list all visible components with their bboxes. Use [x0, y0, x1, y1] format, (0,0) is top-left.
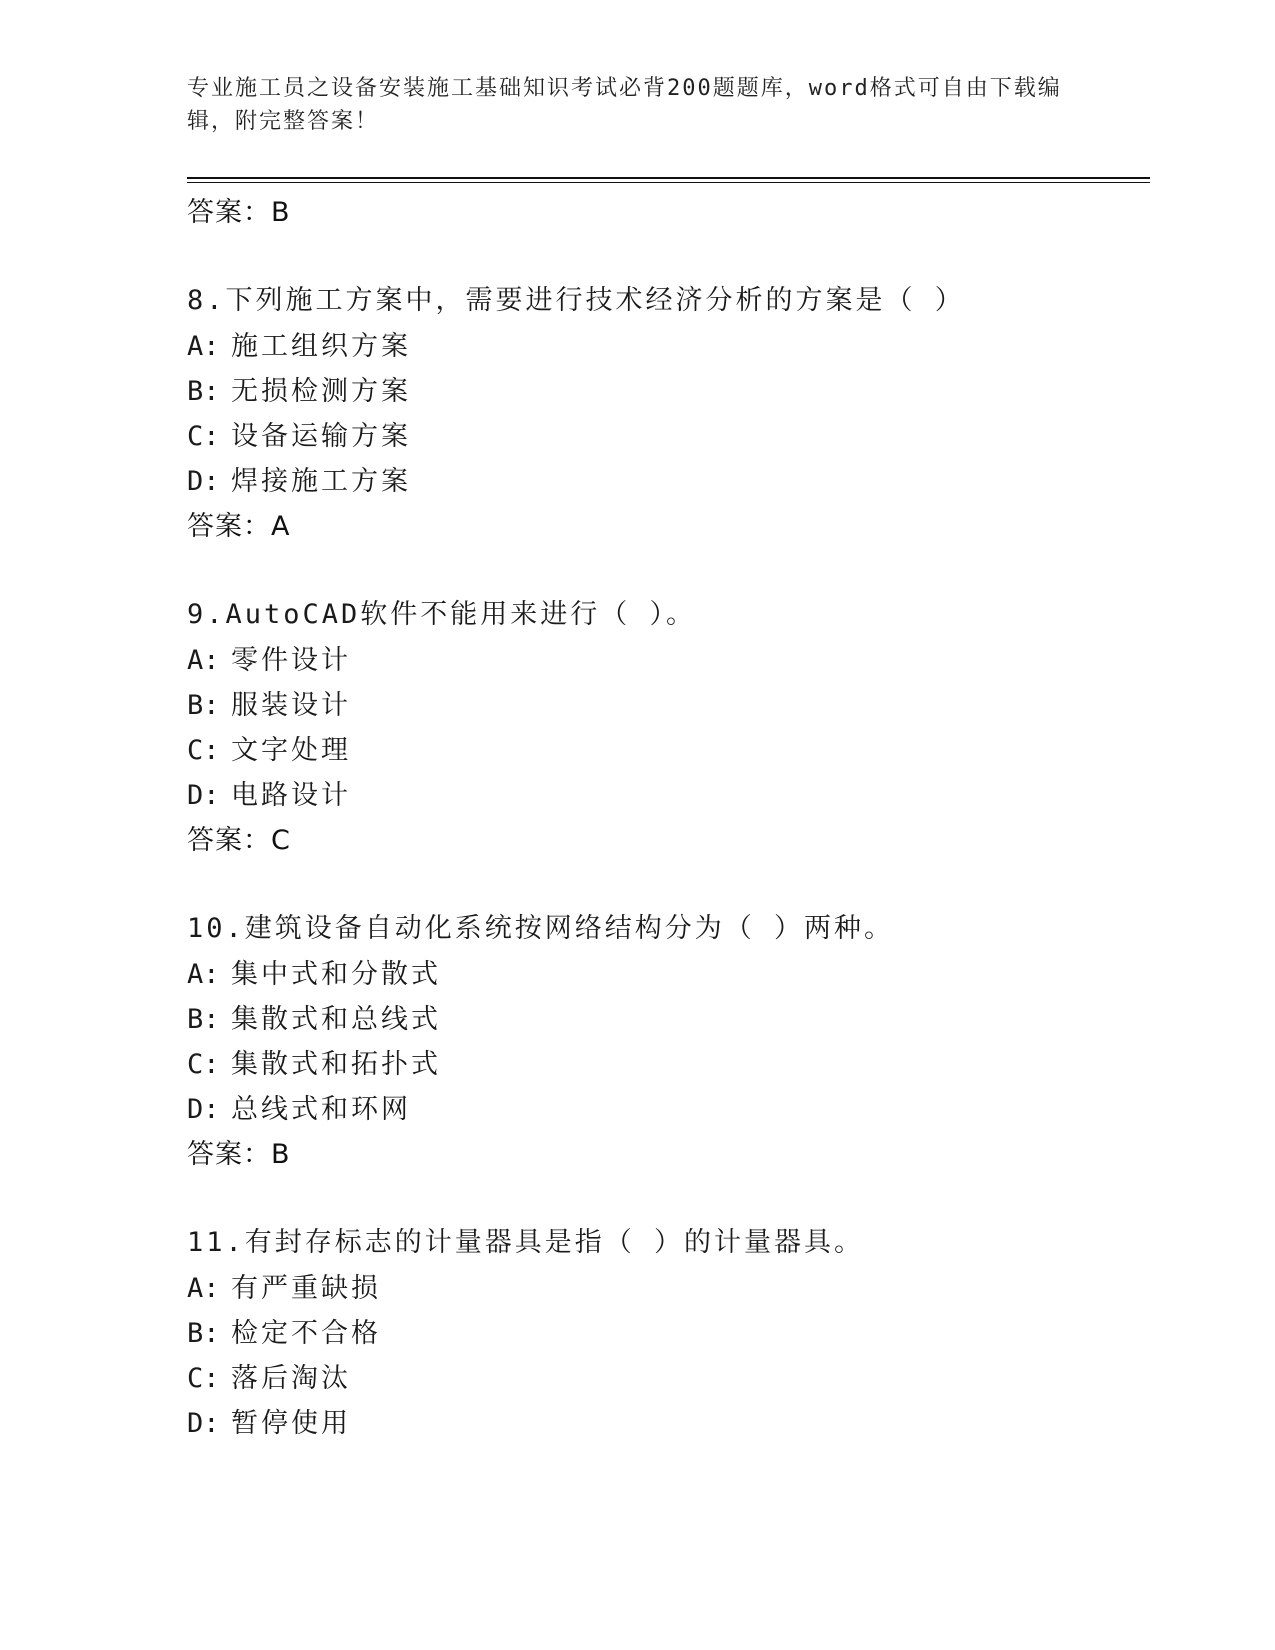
- option-d: [187, 1401, 1147, 1446]
- question-block: [187, 906, 1147, 1178]
- option-letter: D:: [187, 1408, 220, 1439]
- option-d: [187, 1087, 1147, 1132]
- option-a: [187, 1266, 1147, 1311]
- option-letter: A:: [187, 331, 220, 362]
- option-text: 服装设计: [231, 690, 351, 721]
- option-text: 有严重缺损: [231, 1273, 381, 1304]
- option-letter: D:: [187, 1094, 220, 1125]
- option-text: 零件设计: [231, 645, 351, 676]
- option-d: [187, 459, 1147, 504]
- option-letter: A:: [187, 1273, 220, 1304]
- option-b: [187, 369, 1147, 414]
- option-text: 集中式和分散式: [231, 959, 441, 990]
- option-letter: C:: [187, 421, 220, 452]
- option-letter: C:: [187, 1049, 220, 1080]
- option-text: 集散式和拓扑式: [231, 1049, 441, 1080]
- question-stem: 8.下列施工方案中，需要进行技术经济分析的方案是（ ）: [187, 285, 965, 316]
- answer-line: 答案：B: [187, 1139, 291, 1170]
- option-text: 总线式和环网: [231, 1094, 411, 1125]
- option-c: [187, 414, 1147, 459]
- option-text: 检定不合格: [231, 1318, 381, 1349]
- option-c: [187, 1042, 1147, 1087]
- option-text: 落后淘汰: [231, 1363, 351, 1394]
- option-text: 集散式和总线式: [231, 1004, 441, 1035]
- option-text: 文字处理: [231, 735, 351, 766]
- question-stem: 11.有封存标志的计量器具是指（ ）的计量器具。: [187, 1227, 865, 1258]
- option-text: 无损检测方案: [231, 376, 411, 407]
- option-text: 施工组织方案: [231, 331, 411, 362]
- answer-line: 答案：A: [187, 511, 291, 542]
- option-letter: C:: [187, 735, 220, 766]
- option-letter: B:: [187, 1318, 220, 1349]
- option-letter: B:: [187, 376, 220, 407]
- option-a: [187, 952, 1147, 997]
- question-stem: 9.AutoCAD软件不能用来进行（ ）。: [187, 599, 697, 630]
- option-c: [187, 728, 1147, 773]
- header-rule-thick: [187, 177, 1150, 179]
- option-a: [187, 324, 1147, 369]
- option-d: [187, 773, 1147, 818]
- option-text: 电路设计: [231, 780, 351, 811]
- question-list: [187, 190, 1147, 1446]
- question-stem: 10.建筑设备自动化系统按网络结构分为（ ）两种。: [187, 913, 895, 944]
- option-b: [187, 1311, 1147, 1356]
- option-b: [187, 997, 1147, 1042]
- question-block: [187, 592, 1147, 864]
- option-a: [187, 638, 1147, 683]
- question-block: [187, 278, 1147, 550]
- option-letter: D:: [187, 780, 220, 811]
- option-b: [187, 683, 1147, 728]
- option-text: 暂停使用: [231, 1408, 351, 1439]
- document-header: 专业施工员之设备安装施工基础知识考试必背200题题库，word格式可自由下载编辑，附完整答案！: [187, 76, 1062, 134]
- answer-line: 答案：C: [187, 825, 291, 856]
- header-rule-thin: [187, 182, 1150, 183]
- answer-line: 答案：B: [187, 197, 291, 228]
- option-letter: B:: [187, 690, 220, 721]
- option-text: 焊接施工方案: [231, 466, 411, 497]
- option-letter: B:: [187, 1004, 220, 1035]
- option-letter: A:: [187, 645, 220, 676]
- question-block: [187, 1220, 1147, 1446]
- option-text: 设备运输方案: [231, 421, 411, 452]
- option-letter: A:: [187, 959, 220, 990]
- option-letter: D:: [187, 466, 220, 497]
- option-c: [187, 1356, 1147, 1401]
- option-letter: C:: [187, 1363, 220, 1394]
